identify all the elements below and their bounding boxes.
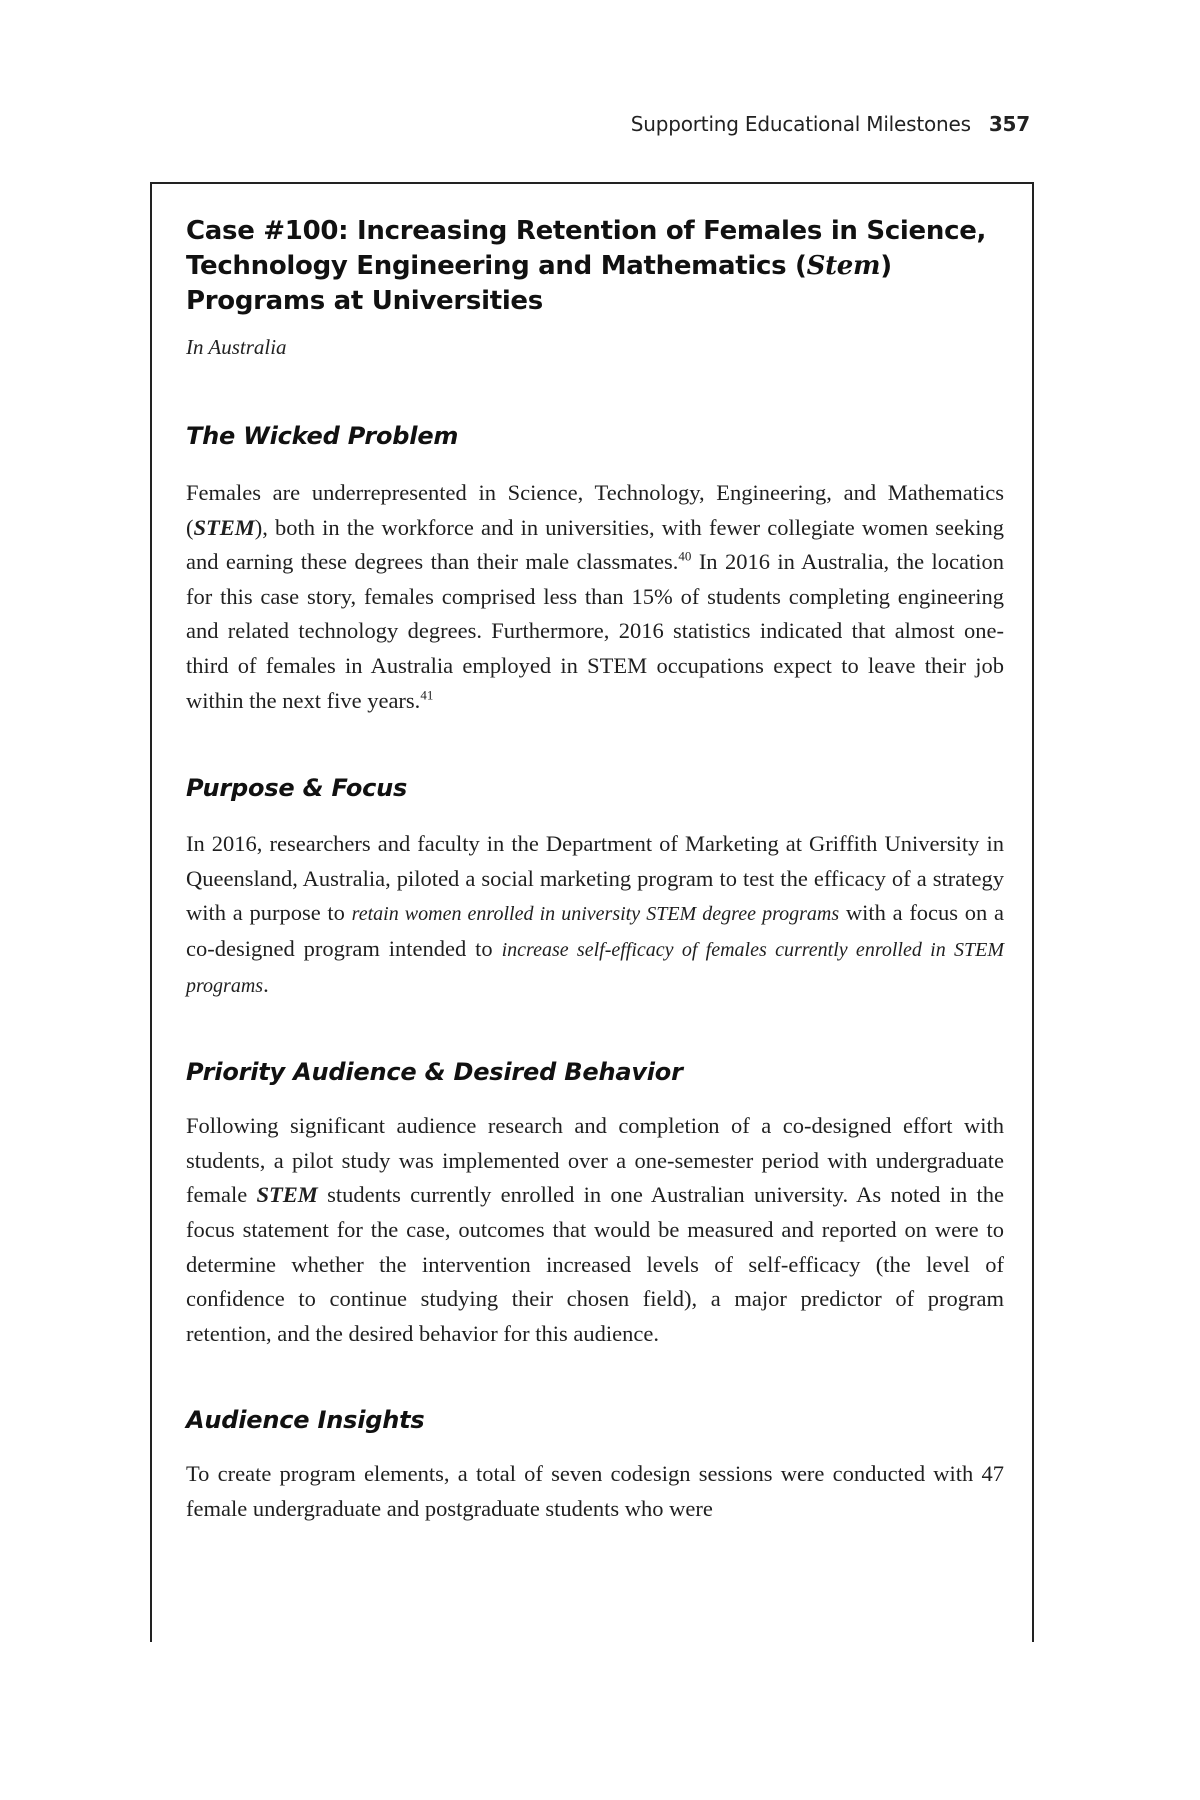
wicked-stem: STEM: [193, 514, 255, 540]
case-location: In Australia: [186, 335, 287, 359]
audience-insights-paragraph: To create program elements, a total of seven codesign sessions were conducted with 47 female undergraduate and postgraduate students who were: [186, 1461, 1004, 1521]
purpose-statement: retain women enrolled in university STEM degree programs: [351, 903, 840, 926]
purpose-focus-heading: Purpose & Focus: [186, 774, 408, 803]
footnote-ref-40: 40: [678, 548, 692, 564]
case-title: [186, 214, 1004, 319]
priority-audience-paragraph: [186, 1109, 1004, 1351]
priority-audience-heading: Priority Audience & Desired Behavior: [186, 1058, 683, 1087]
purpose-text-1: In 2016, researchers and faculty in the Department of Marketing at Griffith University in Queensland, Australia, piloted a social marketing program to test the efficacy of a strategy with a purpose to: [186, 831, 1004, 926]
wicked-text-3: In 2016 in Australia, the location for this case story, females comprised less than 15% of students completing engineering and related technology degrees. Furthermore, 2016 statistics indicated that almost one-third of females in Australia employed in STEM occupations expect to leave their job within the next five years.: [186, 549, 1004, 713]
wicked-text-2: ), both in the workforce and in universities, with fewer collegiate women seeking and earning these degrees than their male classmates.: [186, 514, 1004, 575]
purpose-focus-paragraph: [186, 827, 1004, 1003]
purpose-text-2: with a focus on a co-designed program intended to: [186, 900, 1004, 961]
audience-text-2: students currently enrolled in one Australian university. As noted in the focus statement for the case, outcomes that would be measured and reported on were to determine whether the intervention increased levels of self-efficacy (the level of confidence to continue studying their chosen field), a major predictor of program retention, and the desired behavior for this audience.: [186, 1182, 1004, 1346]
purpose-text-3: .: [263, 971, 269, 997]
wicked-text-1: Females are underrepresented in Science, Technology, Engineering, and Mathematics (: [186, 480, 1004, 540]
case-content: [186, 214, 1004, 1526]
audience-insights-heading: Audience Insights: [186, 1406, 425, 1435]
case-box: [150, 182, 1034, 1642]
audience-stem: STEM: [256, 1182, 318, 1208]
focus-statement: increase self-efficacy of females currently enrolled in STEM programs: [186, 938, 1004, 997]
running-title: Supporting Educational Milestones: [630, 112, 971, 136]
page-number: 357: [988, 112, 1030, 136]
case-title-stem: Stem: [806, 251, 881, 281]
case-title-part1: Case #100: Increasing Retention of Females in Science, Technology Engineering and Mathematics (: [186, 216, 987, 281]
wicked-problem-paragraph: [186, 476, 1004, 718]
running-head: [631, 112, 1030, 136]
case-title-part2: ) Programs at Universities: [186, 251, 892, 316]
wicked-problem-heading: The Wicked Problem: [186, 422, 459, 450]
footnote-ref-41: 41: [420, 687, 434, 703]
audience-text-1: Following significant audience research and completion of a co-designed effort with students, a pilot study was implemented over a one-semester period with undergraduate female: [186, 1113, 1004, 1208]
